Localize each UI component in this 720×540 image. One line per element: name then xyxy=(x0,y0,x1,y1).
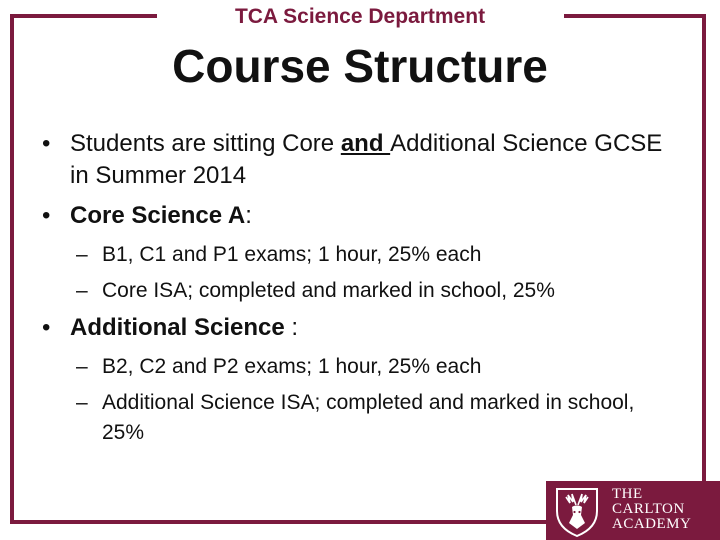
logo-line: THE xyxy=(612,486,643,502)
stag-crest-icon xyxy=(552,485,602,537)
logo-wordmark xyxy=(612,487,691,532)
sub-bullet-item xyxy=(42,352,682,382)
dash-marker: – xyxy=(76,279,88,302)
bullet-item xyxy=(42,128,682,192)
sub-bullet-text: Additional Science ISA; completed and marked in school, 25% xyxy=(102,391,635,444)
bullet-text: : xyxy=(284,314,299,341)
bullet-text: Students are sitting Core xyxy=(70,130,341,157)
slide-content xyxy=(42,128,682,454)
bullet-marker: • xyxy=(42,314,51,341)
sub-bullet-item xyxy=(42,388,682,448)
dash-marker: – xyxy=(76,243,88,266)
bullet-heading: Additional Science xyxy=(70,314,285,341)
bullet-marker: • xyxy=(42,202,51,229)
bullet-heading: Core Science A xyxy=(70,202,246,229)
department-heading: TCA Science Department xyxy=(234,5,486,28)
bullet-marker: • xyxy=(42,130,51,157)
logo-line: ACADEMY xyxy=(612,516,692,532)
bullet-item xyxy=(42,312,682,344)
bullet-text: : xyxy=(245,202,252,229)
dash-marker: – xyxy=(76,391,88,414)
dash-marker: – xyxy=(76,355,88,378)
bullet-emphasis: and xyxy=(340,130,391,157)
sub-bullet-item xyxy=(42,240,682,270)
sub-bullet-text: Core ISA; completed and marked in school, 25% xyxy=(102,279,555,302)
sub-bullet-text: B1, C1 and P1 exams; 1 hour, 25% each xyxy=(102,243,482,266)
academy-logo xyxy=(546,481,720,540)
slide-title: Course Structure xyxy=(172,40,548,92)
bullet-text: Additional Science GCSE in Summer 2014 xyxy=(70,130,663,189)
bullet-item xyxy=(42,200,682,232)
sub-bullet-item xyxy=(42,276,682,306)
logo-line: CARLTON xyxy=(612,501,685,517)
sub-bullet-text: B2, C2 and P2 exams; 1 hour, 25% each xyxy=(102,355,482,378)
